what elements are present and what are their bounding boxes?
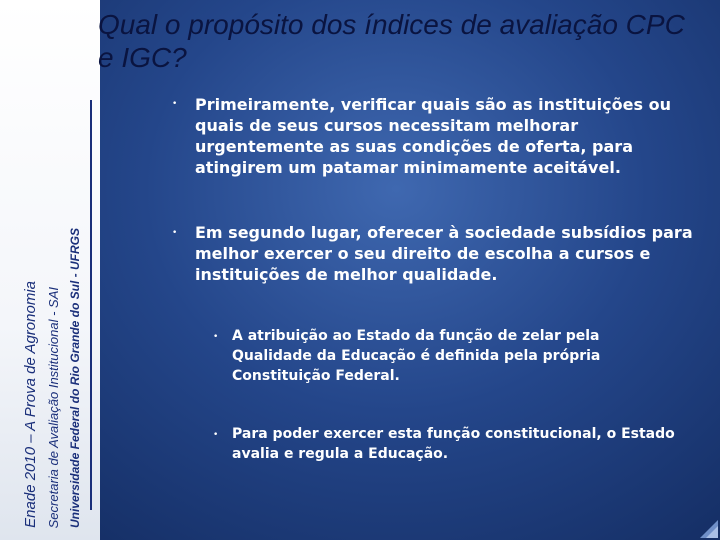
sub-bullet-marker-icon: • bbox=[213, 332, 219, 342]
sidebar-banner bbox=[0, 0, 100, 540]
bullet-marker-icon: • bbox=[172, 99, 178, 109]
bullet-item-2: Em segundo lugar, oferecer à sociedade subsídios para melhor exercer o seu direito de escolha a cursos e instituições de melhor qualidade. bbox=[195, 223, 693, 284]
sidebar-university: Universidade Federal do Rio Grande do Sul - UFRGS bbox=[68, 227, 82, 528]
bullet-marker-icon: • bbox=[172, 228, 178, 238]
bullet-item-1: Primeiramente, verificar quais são as instituições ou quais de seus cursos necessitam melhorar urgentemente as suas condições de oferta, para atingirem um patamar minimamente aceitável. bbox=[195, 95, 671, 177]
sidebar-divider bbox=[90, 100, 92, 510]
sub-bullet-marker-icon: • bbox=[213, 430, 219, 440]
sub-bullet-item-1: A atribuição ao Estado da função de zelar pela Qualidade da Educação é definida pela própria Constituição Federal. bbox=[232, 328, 601, 384]
sub-bullet-item-2: Para poder exercer esta função constitucional, o Estado avalia e regula a Educação. bbox=[232, 426, 675, 462]
sidebar-event-title: Enade 2010 – A Prova de Agronomia bbox=[22, 281, 39, 528]
corner-mark-icon bbox=[700, 520, 718, 538]
slide-title: Qual o propósito dos índices de avaliação CPC e IGC? bbox=[98, 9, 685, 73]
sidebar-department: Secretaria de Avaliação Institucional - SAI bbox=[46, 286, 61, 528]
